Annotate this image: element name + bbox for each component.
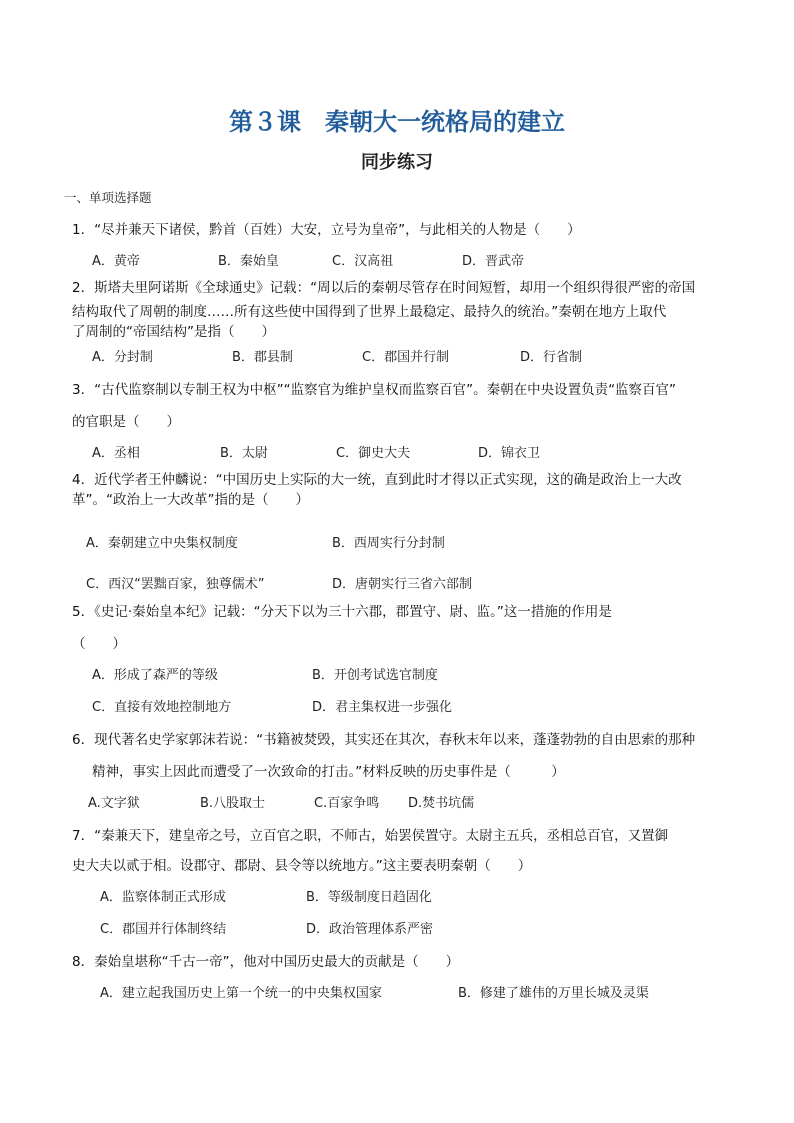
question-2-text-line-1: 2．斯塔夫里阿诺斯《全球通史》记载：“周以后的秦朝尽管存在时间短暂，却用一个组织得很严密的帝国: [72, 280, 696, 296]
question-5-text-line-2: （ ）: [72, 636, 126, 652]
question-1-options: [92, 250, 524, 269]
option-c: C．汉高祖: [332, 254, 394, 269]
option-d: D．锦衣卫: [478, 446, 541, 461]
section-heading: 一、单项选择题: [64, 190, 152, 205]
page-title: 第３课 秦朝大一统格局的建立: [229, 107, 565, 136]
option-b: B.八股取士: [200, 796, 266, 811]
question-7-options-row-1: [100, 886, 432, 905]
option-d: D．行省制: [520, 350, 583, 365]
question-5-options-row-1: [92, 664, 438, 683]
question-6-text-line-1: 6．现代著名史学家郭沫若说：“书籍被焚毁，其实还在其次，春秋末年以来，蓬蓬勃勃的自由思索的那种: [72, 732, 696, 748]
question-2-text-line-2: 结构取代了周朝的制度……所有这些使中国得到了世界上最稳定、最持久的统治。”秦朝在地方上取代: [72, 304, 667, 320]
question-3-text-line-2: 的官职是（ ）: [72, 414, 180, 430]
option-a: A．黄帝: [92, 254, 140, 269]
option-d: D．君主集权进一步强化: [312, 700, 453, 715]
option-b: B．秦始皇: [218, 254, 279, 269]
option-b: B．等级制度日趋固化: [306, 890, 432, 905]
option-a: A．监察体制正式形成: [100, 890, 226, 905]
question-7-text-line-1: 7．“秦兼天下，建皇帝之号，立百官之职，不师古，始罢侯置守。太尉主五兵，丞相总百官，又置御: [72, 828, 669, 844]
question-8-text: 8．秦始皇堪称“千古一帝”，他对中国历史最大的贡献是（ ）: [72, 954, 460, 970]
page-subtitle: 同步练习: [361, 152, 433, 173]
option-c: C．郡国并行体制终结: [100, 922, 227, 937]
option-a: A．建立起我国历史上第一个统一的中央集权国家: [100, 986, 382, 1001]
question-4-text-line-1: 4．近代学者王仲麟说：“中国历史上实际的大一统，直到此时才得以正式实现，这的确是政治上一大改: [72, 472, 682, 488]
option-c: C．西汉“罢黜百家，独尊儒术”: [86, 577, 265, 592]
option-b: B．西周实行分封制: [332, 536, 445, 551]
question-7-options-row-2: [100, 918, 433, 937]
question-3-text-line-1: 3．“古代监察制以专制王权为中枢”“监察官为维护皇权而监察百官”。秦朝在中央设置负责“监察百官”: [72, 382, 677, 398]
question-2-options: [92, 346, 582, 365]
option-c: C．御史大夫: [336, 446, 411, 461]
option-d: D．政治管理体系严密: [306, 922, 434, 937]
option-a: A．丞相: [92, 446, 140, 461]
option-a: A.文字狱: [88, 796, 140, 811]
question-4-options-row-1: [86, 532, 445, 551]
question-6-options: [88, 792, 474, 811]
option-c: C．直接有效地控制地方: [92, 700, 232, 715]
question-6-text-line-2: 精神，事实上因此而遭受了一次致命的打击。”材料反映的历史事件是（ ）: [92, 764, 565, 780]
question-5-options-row-2: [92, 696, 452, 715]
question-4-text-line-2: 革”。“政治上一大改革”指的是（ ）: [72, 492, 309, 508]
option-b: B．太尉: [220, 446, 268, 461]
option-a: A．分封制: [92, 350, 153, 365]
option-b: B．开创考试选官制度: [312, 668, 438, 683]
option-d: D．晋武帝: [462, 254, 525, 269]
option-d: D．唐朝实行三省六部制: [332, 577, 473, 592]
question-3-options: [92, 442, 540, 461]
option-c: C．郡国并行制: [362, 350, 450, 365]
option-a: A．秦朝建立中央集权制度: [86, 536, 238, 551]
option-b: B．郡县制: [232, 350, 293, 365]
option-a: A．形成了森严的等级: [92, 668, 218, 683]
question-8-options: [100, 982, 649, 1001]
option-d: D.焚书坑儒: [408, 796, 475, 811]
question-7-text-line-2: 史大夫以贰于相。设郡守、郡尉、县令等以统地方。”这主要表明秦朝（ ）: [72, 858, 532, 874]
question-4-options-row-2: [86, 573, 472, 592]
option-c: C.百家争鸣: [314, 796, 380, 811]
question-2-text-line-3: 了周制的“帝国结构”是指（ ）: [72, 324, 275, 340]
question-5-text-line-1: 5．《史记·秦始皇本纪》记载：“分天下以为三十六郡，郡置守、尉、监。”这一措施的作用是: [72, 604, 612, 620]
question-1-text: 1．“尽并兼天下诸侯，黔首（百姓）大安，立号为皇帝”，与此相关的人物是（ ）: [72, 222, 581, 238]
option-b: B．修建了雄伟的万里长城及灵渠: [458, 986, 649, 1001]
